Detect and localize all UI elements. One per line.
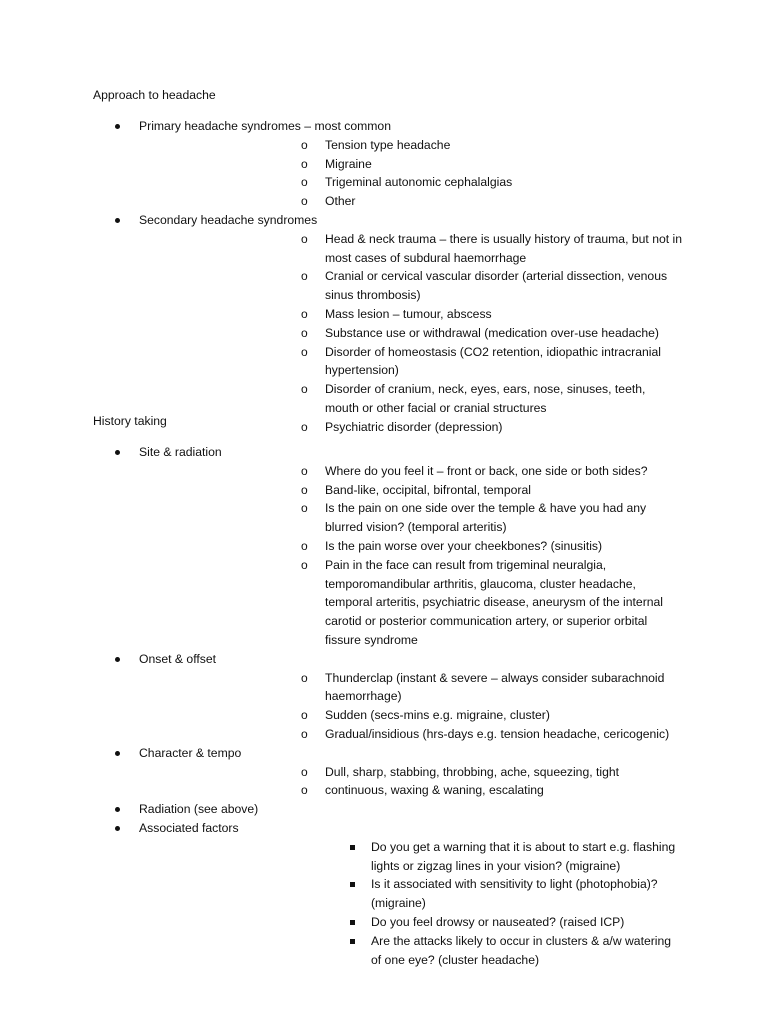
sub-list-item-text: Psychiatric disorder (depression): [325, 419, 503, 434]
list-item-text: Site & radiation: [139, 445, 222, 459]
list-item: [0, 117, 768, 211]
sub-list-item: [139, 781, 768, 800]
section-1-list: [0, 117, 768, 437]
sub-list-item-text: Mass lesion – tumour, abscess: [325, 306, 492, 321]
bullet-marker: [115, 218, 120, 223]
sub-list-item-text: Dull, sharp, stabbing, throbbing, ache, squeezing, tight: [325, 764, 620, 779]
list-item-text: Radiation (see above): [139, 802, 259, 817]
sub-list-item: [139, 763, 768, 782]
sub-bullet-marker: o: [301, 670, 308, 685]
sub-sub-list-item-text: Do you get a warning that it is about to start e.g. flashing lights or zigzag lines in your vision? (migraine): [371, 839, 676, 873]
sub-list-item: [139, 481, 768, 500]
sub-list-item-text: continuous, waxing & waning, escalating: [325, 783, 544, 798]
list-item-text: Associated factors: [139, 820, 239, 835]
sub-bullet-marker: o: [301, 382, 308, 397]
sub-list-item-text: Tension type headache: [325, 137, 451, 152]
sub-list-item-text: Migraine: [325, 156, 372, 171]
sub-list-item: [139, 418, 768, 437]
sub-list-item-text: Thunderclap (instant & severe – always consider subarachnoid haemorrhage): [325, 670, 665, 704]
sub-list-item: [139, 499, 768, 537]
sub-bullet-marker: o: [301, 783, 308, 798]
list-item-text: Secondary headache syndromes: [139, 212, 318, 227]
sub-list-item: [139, 706, 768, 725]
sub-sub-list-item: [139, 913, 768, 932]
sub-bullet-marker: o: [301, 156, 308, 171]
sub-bullet-marker: o: [301, 501, 308, 516]
list-item-text: Primary headache syndromes – most common: [139, 119, 391, 133]
square-bullet-marker: [350, 882, 355, 887]
list-item: [0, 443, 768, 650]
sub-list-item: [139, 380, 768, 418]
list-item: [0, 800, 768, 819]
sub-list-item-text: Gradual/insidious (hrs-days e.g. tension headache, cericogenic): [325, 726, 670, 741]
bullet-marker: [115, 751, 120, 756]
sub-sub-list-item-text: Do you feel drowsy or nauseated? (raised ICP): [371, 914, 625, 929]
sub-sub-list-item: [139, 875, 768, 913]
sub-list-item: [139, 725, 768, 744]
list-item: [0, 211, 768, 437]
sub-list-item-text: Disorder of homeostasis (CO2 retention, idiopathic intracranial hypertension): [325, 344, 661, 378]
sub-list-item: [139, 462, 768, 481]
sub-sub-list-item: [139, 838, 768, 876]
sub-list-item: [139, 305, 768, 324]
sub-bullet-marker: o: [301, 708, 308, 723]
sub-list-item-text: Where do you feel it – front or back, one side or both sides?: [325, 463, 648, 478]
sub-list-item: [139, 669, 768, 707]
sub-list-item-text: Head & neck trauma – there is usually history of trauma, but not in most cases of subdural haemorrhage: [325, 231, 683, 265]
sub-list-item-text: Pain in the face can result from trigeminal neuralgia, temporomandibular arthritis, glaucoma, cluster headache, temporal arteritis, psychiatric disease, aneurysm of the internal carotid or posterior communication artery, or superior orbital fissure syndrome: [325, 557, 664, 647]
sub-list-item: [139, 155, 768, 174]
sub-list-item: [139, 556, 768, 650]
list-item-text: Character & tempo: [139, 745, 242, 760]
square-bullet-marker: [350, 920, 355, 925]
bullet-marker: [115, 450, 120, 455]
list-item: [0, 650, 768, 744]
sub-bullet-marker: o: [301, 175, 308, 190]
sub-list-item: [139, 192, 768, 211]
sub-list-item-text: Is the pain worse over your cheekbones? (sinusitis): [325, 538, 603, 553]
bullet-marker: [115, 657, 120, 662]
bullet-marker: [115, 124, 120, 129]
bullet-marker: [115, 826, 120, 831]
sub-bullet-marker: o: [301, 482, 308, 497]
sub-bullet-marker: o: [301, 463, 308, 478]
sub-bullet-marker: o: [301, 269, 308, 284]
sub-sub-list: [139, 838, 768, 970]
sub-list-item-text: Band-like, occipital, bifrontal, temporal: [325, 482, 531, 497]
sub-list-item: [139, 173, 768, 192]
sub-list-item: [139, 267, 768, 305]
list-item-text: Onset & offset: [139, 651, 217, 666]
sub-list-item-text: Is the pain on one side over the temple & have you had any blurred vision? (temporal arteritis): [325, 501, 647, 535]
sub-bullet-marker: o: [301, 538, 308, 553]
sub-list-item: [139, 136, 768, 155]
sub-bullet-marker: o: [301, 325, 308, 340]
section-heading: History taking: [93, 414, 167, 428]
sub-list-item: [139, 230, 768, 268]
sub-bullet-marker: o: [301, 419, 308, 434]
sub-list: [139, 669, 768, 744]
sub-list: [139, 230, 768, 437]
sub-bullet-marker: o: [301, 726, 308, 741]
sub-bullet-marker: o: [301, 344, 308, 359]
square-bullet-marker: [350, 939, 355, 944]
square-bullet-marker: [350, 845, 355, 850]
sub-bullet-marker: o: [301, 306, 308, 321]
sub-sub-list-item-text: Is it associated with sensitivity to light (photophobia)? (migraine): [371, 877, 658, 911]
sub-list-item-text: Trigeminal autonomic cephalalgias: [325, 175, 513, 190]
list-item: [0, 744, 768, 800]
sub-list: [139, 763, 768, 801]
sub-list-item: [139, 324, 768, 343]
sub-list-item: [139, 343, 768, 381]
list-item: [0, 819, 768, 969]
sub-bullet-marker: o: [301, 137, 308, 152]
sub-bullet-marker: o: [301, 557, 308, 572]
sub-bullet-marker: o: [301, 231, 308, 246]
sub-list: [139, 136, 768, 211]
bullet-marker: [115, 807, 120, 812]
page-title: Approach to headache: [93, 88, 216, 102]
sub-list-item-text: Substance use or withdrawal (medication over-use headache): [325, 325, 659, 340]
sub-list-item-text: Sudden (secs-mins e.g. migraine, cluster): [325, 708, 550, 723]
sub-list-item-text: Other: [325, 194, 356, 209]
sub-bullet-marker: o: [301, 194, 308, 209]
sub-list-item-text: Disorder of cranium, neck, eyes, ears, nose, sinuses, teeth, mouth or other facial or cranial structures: [325, 382, 646, 415]
sub-sub-list-item-text: Are the attacks likely to occur in clusters & a/w watering of one eye? (cluster headache): [371, 933, 672, 967]
section-2-list: [0, 443, 768, 969]
sub-list: [139, 462, 768, 650]
sub-bullet-marker: o: [301, 764, 308, 779]
sub-list-item-text: Cranial or cervical vascular disorder (arterial dissection, venous sinus thrombosis): [325, 269, 668, 303]
sub-list-item: [139, 537, 768, 556]
sub-sub-list-item: [139, 932, 768, 970]
